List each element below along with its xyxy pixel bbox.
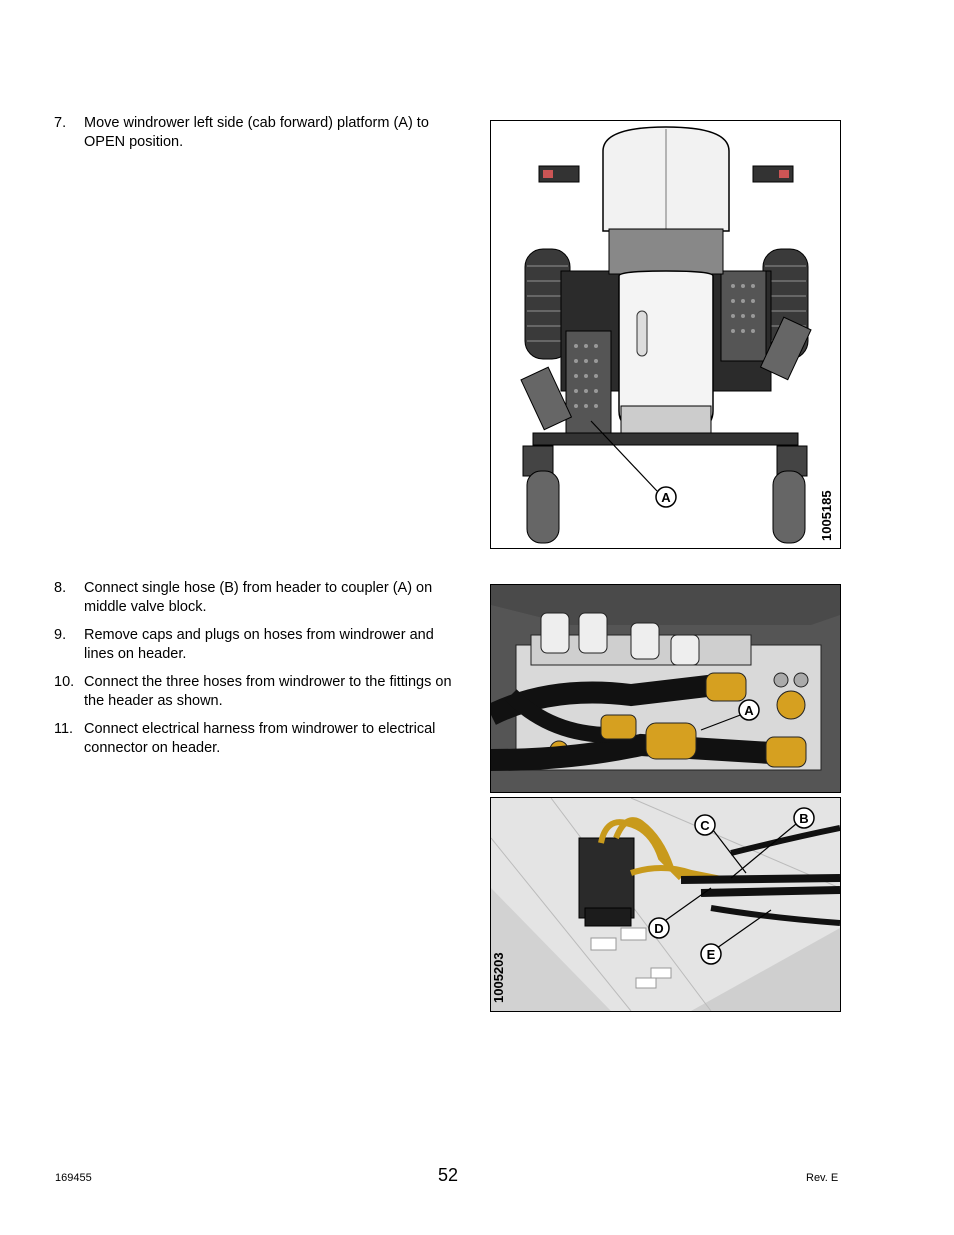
step-number: 9. — [54, 627, 67, 643]
revision-label: Rev. E — [806, 1172, 839, 1184]
step-8 — [54, 579, 464, 617]
valve-block-figure — [490, 584, 841, 793]
callout-d-label: D — [654, 921, 664, 936]
step-7 — [54, 114, 464, 152]
callout-b-label: B — [799, 811, 809, 826]
step-number: 11. — [54, 721, 74, 737]
step-text: Connect the three hoses from windrower to the fittings on the header as shown. — [84, 674, 452, 709]
step-9 — [54, 626, 464, 664]
callout-a-label: A — [744, 703, 754, 718]
step-text: Connect single hose (B) from header to coupler (A) on middle valve block. — [84, 580, 433, 615]
step-11 — [54, 720, 464, 758]
callout-e-label: E — [706, 947, 716, 962]
instruction-list-2 — [54, 579, 464, 767]
page-number: 52 — [438, 1165, 459, 1185]
step-number: 10. — [54, 674, 75, 690]
windrower-platform-figure — [490, 120, 841, 549]
callout-a-label: A — [661, 490, 671, 505]
instruction-list-1 — [54, 114, 464, 161]
document-number: 169455 — [55, 1172, 92, 1184]
step-text: Connect electrical harness from windrower to electrical connector on header. — [84, 721, 436, 756]
header-connections-figure — [490, 797, 841, 1012]
step-10 — [54, 673, 464, 711]
callout-layer — [491, 585, 840, 792]
callout-layer — [491, 798, 840, 1011]
step-number: 7. — [54, 115, 67, 131]
callout-layer — [491, 121, 840, 548]
step-number: 8. — [54, 580, 67, 596]
step-text: Move windrower left side (cab forward) platform (A) to OPEN position. — [84, 115, 429, 150]
figure-image-id: 1005203 — [491, 952, 506, 1003]
figure-image-id: 1005185 — [819, 490, 834, 541]
callout-c-label: C — [700, 818, 710, 833]
step-text: Remove caps and plugs on hoses from windrower and lines on header. — [84, 627, 434, 662]
